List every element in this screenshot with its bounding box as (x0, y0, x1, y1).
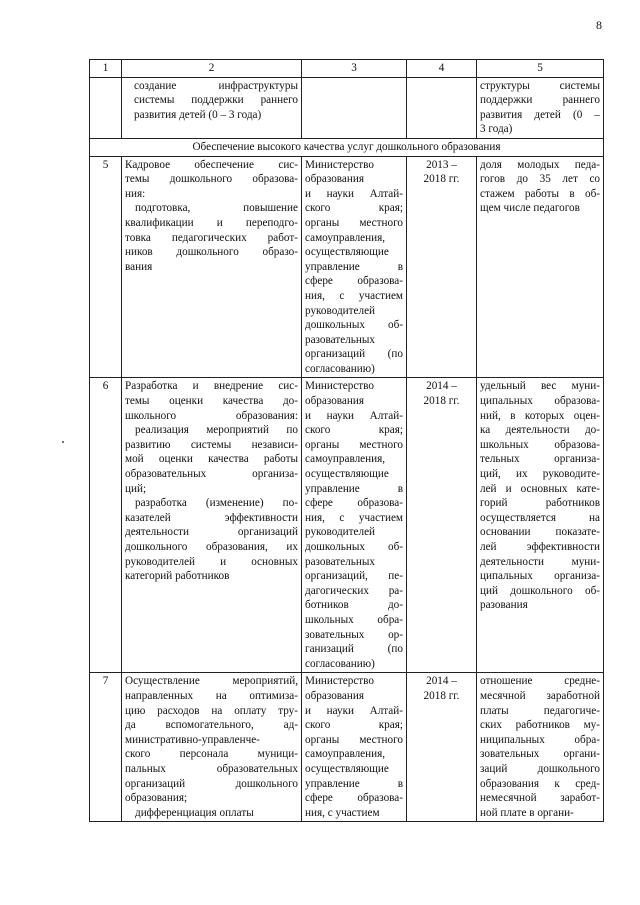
cell-line: подготовка, повышение (135, 202, 298, 215)
cell-line: 2014 – (426, 675, 457, 688)
cell-line: дошкольных об- (305, 319, 403, 332)
cell-line: ния, с участием (305, 289, 403, 302)
cell-line: Министерство (305, 380, 374, 393)
section-row (90, 138, 604, 156)
cell-line: удельный вес муни- (480, 380, 600, 393)
cell-line: деятельности муни- (480, 555, 600, 568)
cell-line: органы местного (305, 216, 403, 229)
cell-line: 2018 гг. (423, 173, 460, 186)
indicator-cell (477, 156, 604, 378)
header-cell-2: 2 (122, 60, 302, 78)
cell-line: руководителей и основных (125, 555, 298, 568)
cell-line: системы поддержки раннего (134, 94, 298, 107)
cell-line: основании показате- (480, 526, 600, 539)
scan-speck (62, 441, 64, 443)
cell-line: ципальных организа- (480, 570, 600, 583)
cell-line: платы педагогиче- (480, 704, 600, 717)
page-number: 8 (596, 18, 602, 32)
cell-line: ний, в которых оцен- (480, 409, 600, 422)
header-cell-5: 5 (477, 60, 604, 78)
measure-cell (122, 673, 302, 822)
section-title: Обеспечение высокого качества услуг дошкольного образования (90, 138, 604, 156)
cell-line: ского персонала муници- (125, 748, 298, 761)
cell-line: самоуправления, (305, 748, 386, 761)
cell-line: ка деятельности до- (480, 424, 600, 437)
cell-line: Министерство (305, 158, 374, 171)
cell-line: деятельности организаций (125, 526, 298, 539)
cell-line: Министерство (305, 675, 374, 688)
cell-line: организаций, пе- (305, 570, 403, 583)
header-cell-3: 3 (302, 60, 407, 78)
cell-line: категорий работников (125, 570, 230, 583)
cell-line: ния, с участием (305, 806, 380, 819)
cell-line: лей и основных кате- (480, 482, 600, 495)
cell-line: ций дошкольного об- (480, 584, 600, 597)
cell-line: дошкольных об- (305, 541, 403, 553)
indicator-cell (477, 378, 604, 673)
cell-line: органы местного (305, 733, 403, 746)
cell-line: реализация мероприятий по (135, 424, 298, 437)
cell-line: руководителей (305, 526, 376, 539)
cell-line: зовательных ор- (305, 628, 403, 641)
period-cell (407, 77, 477, 138)
cell-line: темы оценки качества до- (125, 395, 298, 408)
cell-line: ципальных образова- (480, 395, 600, 408)
cell-line: темы дошкольного образова- (125, 173, 298, 186)
executor-cell (302, 77, 407, 138)
cell-line: отношение средне- (480, 675, 600, 688)
cell-line: да вспомогательного, ад- (125, 719, 298, 732)
indicator-cell (477, 77, 604, 138)
cell-line: образования; (125, 792, 188, 805)
cell-line: поддержки раннего (480, 94, 600, 107)
num-cell: 5 (90, 156, 122, 378)
cell-line: зовательных органи- (480, 748, 600, 761)
cell-line: развитию системы независи- (125, 438, 298, 451)
cell-line: школьных образова- (480, 438, 600, 451)
cell-line: школьных обра- (305, 613, 403, 626)
cell-line: ботников до- (305, 599, 403, 612)
cell-line: квалификации и переподго- (125, 216, 298, 229)
cell-line: 2018 гг. (423, 689, 460, 702)
cell-line: доля молодых педа- (480, 158, 600, 171)
cell-line: ских работников му- (480, 719, 600, 732)
cell-line: разовательных (305, 555, 375, 568)
cell-line: ций; (125, 482, 147, 495)
header-cell-1: 1 (90, 60, 122, 78)
cell-line: пальных образовательных (125, 762, 298, 775)
indicator-cell (477, 673, 604, 822)
cell-line: сфере образова- (305, 792, 403, 805)
executor-cell (302, 156, 407, 378)
cell-line: образовательных организа- (125, 468, 298, 481)
cell-line: направленных на оптимиза- (125, 689, 298, 702)
cell-line: развития детей (0 – (480, 108, 600, 121)
measure-cell (122, 156, 302, 378)
cell-line: и науки Алтай- (305, 409, 403, 422)
cell-line: 2018 гг. (423, 395, 460, 408)
cell-line: управление в (305, 260, 403, 273)
cell-line: организаций дошкольного (125, 777, 298, 790)
cell-line: разования (480, 599, 528, 612)
cell-line: руководителей (305, 304, 376, 317)
cell-line: создание инфраструктуры (134, 79, 298, 92)
cell-line: тельных организа- (480, 453, 600, 466)
cell-line: согласованию) (305, 657, 375, 670)
cell-line: ганизаций (по (305, 643, 403, 656)
executor-cell (302, 673, 407, 822)
cell-line: Кадровое обеспечение сис- (125, 158, 298, 171)
cell-line: самоуправления, (305, 231, 386, 244)
cell-line: ского края; (305, 424, 403, 437)
cell-line: осуществляющие (305, 762, 389, 775)
cell-line: осуществляющие (305, 468, 389, 481)
cell-line: министративно-управленче- (125, 733, 260, 746)
table-row (90, 673, 604, 822)
table-row (90, 378, 604, 673)
cell-line: цию расходов на оплату тру- (125, 704, 298, 717)
num-cell: 6 (90, 378, 122, 673)
cell-line: горий работников (480, 497, 600, 510)
table-row-continued (90, 77, 604, 138)
cell-line: образования к сред- (480, 777, 600, 790)
cell-line: 2013 – (426, 158, 457, 171)
cell-line: развития детей (0 – 3 года) (134, 108, 262, 121)
cell-line: сфере образова- (305, 497, 403, 510)
cell-line: товка педагогических работ- (125, 231, 298, 244)
cell-line: ций, их руководите- (480, 468, 600, 481)
cell-line: школьного образования: (125, 409, 298, 422)
cell-line: разовательных (305, 333, 375, 346)
num-cell: 7 (90, 673, 122, 822)
cell-line: гогов до 35 лет со (480, 173, 600, 186)
cell-line: ского края; (305, 719, 403, 732)
period-cell (407, 673, 477, 822)
cell-line: вания (125, 260, 153, 273)
program-table (89, 59, 604, 822)
cell-line: 2014 – (426, 380, 457, 393)
cell-line: ной плате в органи- (480, 806, 574, 819)
header-row (90, 60, 604, 78)
cell-line: месячной заработной (480, 689, 600, 702)
measure-cell (122, 77, 302, 138)
cell-line: образования (305, 173, 365, 186)
cell-line: щем числе педагогов (480, 202, 580, 215)
cell-line: стажем работы в об- (480, 187, 600, 200)
measure-cell (122, 378, 302, 673)
cell-line: ния, с участием (305, 511, 403, 524)
period-cell (407, 378, 477, 673)
cell-line: организаций (по (305, 348, 403, 361)
cell-line: и науки Алтай- (305, 704, 403, 717)
cell-line: структуры системы (480, 79, 600, 92)
cell-line: органы местного (305, 438, 403, 451)
cell-line: разработка (изменение) по- (135, 497, 298, 510)
cell-line: немесячной заработ- (480, 792, 600, 805)
executor-cell (302, 378, 407, 673)
cell-line: лей эффективности (480, 541, 600, 553)
cell-line: управление в (305, 482, 403, 495)
cell-line: заций дошкольного (480, 762, 600, 775)
cell-line: образования (305, 689, 365, 702)
num-cell (90, 77, 122, 138)
cell-line: ского края; (305, 202, 403, 215)
period-cell (407, 156, 477, 378)
cell-line: ния: (125, 187, 146, 200)
cell-line: ников дошкольного образо- (125, 246, 298, 259)
cell-line: казателей эффективности (125, 511, 298, 524)
cell-line: дагогических ра- (305, 584, 403, 597)
cell-line: Осуществление мероприятий, (125, 675, 298, 688)
cell-line: мой оценки качества работы (125, 453, 298, 466)
cell-line: дифференциация оплаты (135, 806, 254, 819)
cell-line: осуществляется на (480, 511, 600, 524)
cell-line: самоуправления, (305, 453, 386, 466)
table-row (90, 156, 604, 378)
cell-line: ниципальных обра- (480, 733, 600, 746)
cell-line: сфере образова- (305, 275, 403, 288)
header-cell-4: 4 (407, 60, 477, 78)
cell-line: согласованию) (305, 362, 375, 375)
cell-line: 3 года) (480, 123, 513, 136)
cell-line: осуществляющие (305, 246, 389, 259)
cell-line: и науки Алтай- (305, 187, 403, 200)
cell-line: управление в (305, 777, 403, 790)
cell-line: Разработка и внедрение сис- (125, 380, 298, 393)
cell-line: дошкольного образования, их (125, 541, 298, 553)
cell-line: образования (305, 395, 365, 408)
